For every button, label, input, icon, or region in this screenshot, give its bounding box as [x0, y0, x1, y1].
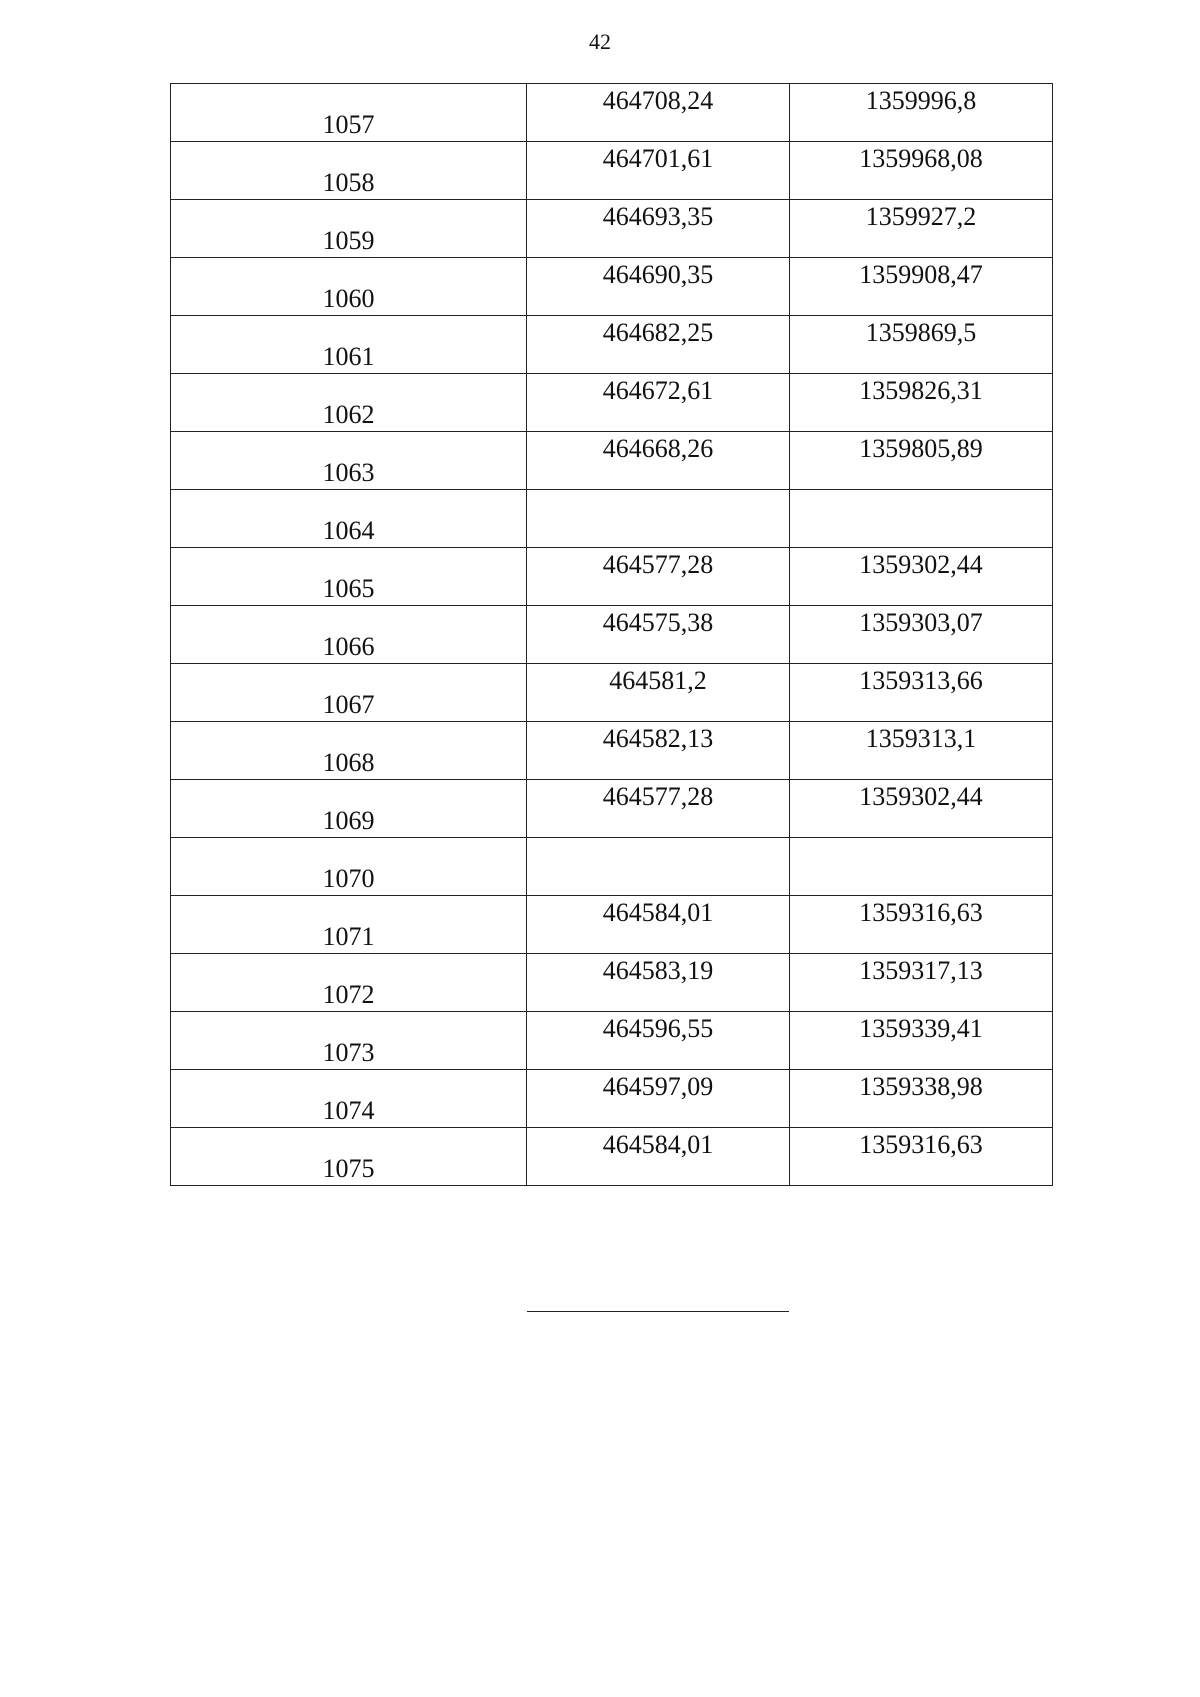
y-coordinate-cell [790, 200, 1053, 258]
point-number: 1075 [322, 1154, 375, 1183]
x-coordinate: 464682,25 [602, 318, 714, 347]
point-number: 1060 [322, 284, 375, 313]
point-number-cell [171, 1070, 527, 1128]
x-coordinate: 464584,01 [602, 1130, 714, 1159]
table-row [171, 1070, 1053, 1128]
table-row [171, 722, 1053, 780]
x-coordinate: 464575,38 [602, 608, 714, 637]
table-row [171, 780, 1053, 838]
x-coordinate: 464693,35 [602, 202, 714, 231]
x-coordinate-cell [527, 838, 790, 896]
table-row [171, 490, 1053, 548]
table-row [171, 142, 1053, 200]
y-coordinate: 1359317,13 [859, 956, 983, 985]
y-coordinate: 1359968,08 [859, 144, 983, 173]
y-coordinate: 1359316,63 [859, 1130, 983, 1159]
table-row [171, 432, 1053, 490]
x-coordinate: 464597,09 [602, 1072, 714, 1101]
point-number: 1057 [322, 110, 375, 139]
x-coordinate-cell [527, 896, 790, 954]
x-coordinate: 464668,26 [602, 434, 714, 463]
x-coordinate: 464690,35 [602, 260, 714, 289]
y-coordinate-cell [790, 1070, 1053, 1128]
y-coordinate: 1359927,2 [865, 202, 977, 231]
point-number: 1071 [322, 922, 375, 951]
y-coordinate-cell [790, 606, 1053, 664]
point-number-cell [171, 200, 527, 258]
y-coordinate-cell [790, 954, 1053, 1012]
x-coordinate: 464577,28 [602, 782, 714, 811]
x-coordinate [527, 838, 789, 840]
x-coordinate-cell [527, 84, 790, 142]
y-coordinate-cell [790, 548, 1053, 606]
x-coordinate: 464584,01 [602, 898, 714, 927]
point-number-cell [171, 490, 527, 548]
x-coordinate: 464596,55 [602, 1014, 714, 1043]
point-number: 1063 [322, 458, 375, 487]
y-coordinate: 1359805,89 [859, 434, 983, 463]
table-row [171, 606, 1053, 664]
point-number: 1058 [322, 168, 375, 197]
y-coordinate-cell [790, 490, 1053, 548]
x-coordinate: 464583,19 [602, 956, 714, 985]
y-coordinate: 1359316,63 [859, 898, 983, 927]
x-coordinate [527, 490, 789, 492]
point-number: 1069 [322, 806, 375, 835]
x-coordinate: 464672,61 [602, 376, 714, 405]
table-row [171, 664, 1053, 722]
y-coordinate-cell [790, 432, 1053, 490]
table-row [171, 258, 1053, 316]
point-number: 1072 [322, 980, 375, 1009]
point-number-cell [171, 1012, 527, 1070]
y-coordinate: 1359313,1 [865, 724, 977, 753]
point-number: 1062 [322, 400, 375, 429]
y-coordinate: 1359302,44 [859, 550, 983, 579]
point-number: 1066 [322, 632, 375, 661]
x-coordinate-cell [527, 432, 790, 490]
y-coordinate-cell [790, 84, 1053, 142]
point-number: 1064 [322, 516, 375, 545]
y-coordinate-cell [790, 1128, 1053, 1186]
x-coordinate-cell [527, 490, 790, 548]
y-coordinate-cell [790, 722, 1053, 780]
y-coordinate-cell [790, 142, 1053, 200]
y-coordinate-cell [790, 316, 1053, 374]
point-number: 1068 [322, 748, 375, 777]
x-coordinate-cell [527, 606, 790, 664]
y-coordinate: 1359826,31 [859, 376, 983, 405]
table-row [171, 896, 1053, 954]
y-coordinate-cell [790, 374, 1053, 432]
table-row [171, 954, 1053, 1012]
point-number-cell [171, 84, 527, 142]
table-row [171, 1128, 1053, 1186]
point-number-cell [171, 838, 527, 896]
y-coordinate: 1359302,44 [859, 782, 983, 811]
y-coordinate [790, 838, 1052, 840]
point-number-cell [171, 548, 527, 606]
x-coordinate-cell [527, 200, 790, 258]
point-number: 1073 [322, 1038, 375, 1067]
point-number-cell [171, 780, 527, 838]
y-coordinate [790, 490, 1052, 492]
signature-line [527, 1311, 789, 1312]
x-coordinate-cell [527, 780, 790, 838]
coordinates-table [170, 83, 1053, 1186]
x-coordinate-cell [527, 1012, 790, 1070]
x-coordinate: 464701,61 [602, 144, 714, 173]
point-number: 1067 [322, 690, 375, 719]
table-row [171, 200, 1053, 258]
x-coordinate: 464577,28 [602, 550, 714, 579]
y-coordinate: 1359869,5 [865, 318, 977, 347]
point-number-cell [171, 142, 527, 200]
x-coordinate-cell [527, 1128, 790, 1186]
x-coordinate: 464582,13 [602, 724, 714, 753]
y-coordinate-cell [790, 1012, 1053, 1070]
x-coordinate-cell [527, 142, 790, 200]
x-coordinate-cell [527, 722, 790, 780]
point-number-cell [171, 1128, 527, 1186]
x-coordinate-cell [527, 548, 790, 606]
point-number-cell [171, 374, 527, 432]
y-coordinate-cell [790, 664, 1053, 722]
point-number-cell [171, 896, 527, 954]
point-number: 1059 [322, 226, 375, 255]
y-coordinate: 1359338,98 [859, 1072, 983, 1101]
point-number-cell [171, 432, 527, 490]
point-number-cell [171, 664, 527, 722]
point-number-cell [171, 722, 527, 780]
x-coordinate-cell [527, 954, 790, 1012]
y-coordinate-cell [790, 896, 1053, 954]
page-number: 42 [589, 29, 611, 54]
point-number: 1061 [322, 342, 375, 371]
point-number-cell [171, 316, 527, 374]
y-coordinate-cell [790, 838, 1053, 896]
x-coordinate-cell [527, 664, 790, 722]
x-coordinate-cell [527, 316, 790, 374]
x-coordinate-cell [527, 374, 790, 432]
y-coordinate: 1359313,66 [859, 666, 983, 695]
y-coordinate: 1359908,47 [859, 260, 983, 289]
x-coordinate: 464581,2 [609, 666, 707, 695]
point-number: 1070 [322, 864, 375, 893]
table-row [171, 316, 1053, 374]
y-coordinate: 1359996,8 [865, 86, 977, 115]
y-coordinate: 1359339,41 [859, 1014, 983, 1043]
x-coordinate-cell [527, 1070, 790, 1128]
y-coordinate: 1359303,07 [859, 608, 983, 637]
x-coordinate-cell [527, 258, 790, 316]
point-number-cell [171, 258, 527, 316]
table-row [171, 1012, 1053, 1070]
table-row [171, 548, 1053, 606]
y-coordinate-cell [790, 258, 1053, 316]
table-row [171, 838, 1053, 896]
point-number-cell [171, 954, 527, 1012]
y-coordinate-cell [790, 780, 1053, 838]
x-coordinate: 464708,24 [602, 86, 714, 115]
table-row [171, 84, 1053, 142]
point-number-cell [171, 606, 527, 664]
table-row [171, 374, 1053, 432]
point-number: 1065 [322, 574, 375, 603]
point-number: 1074 [322, 1096, 375, 1125]
